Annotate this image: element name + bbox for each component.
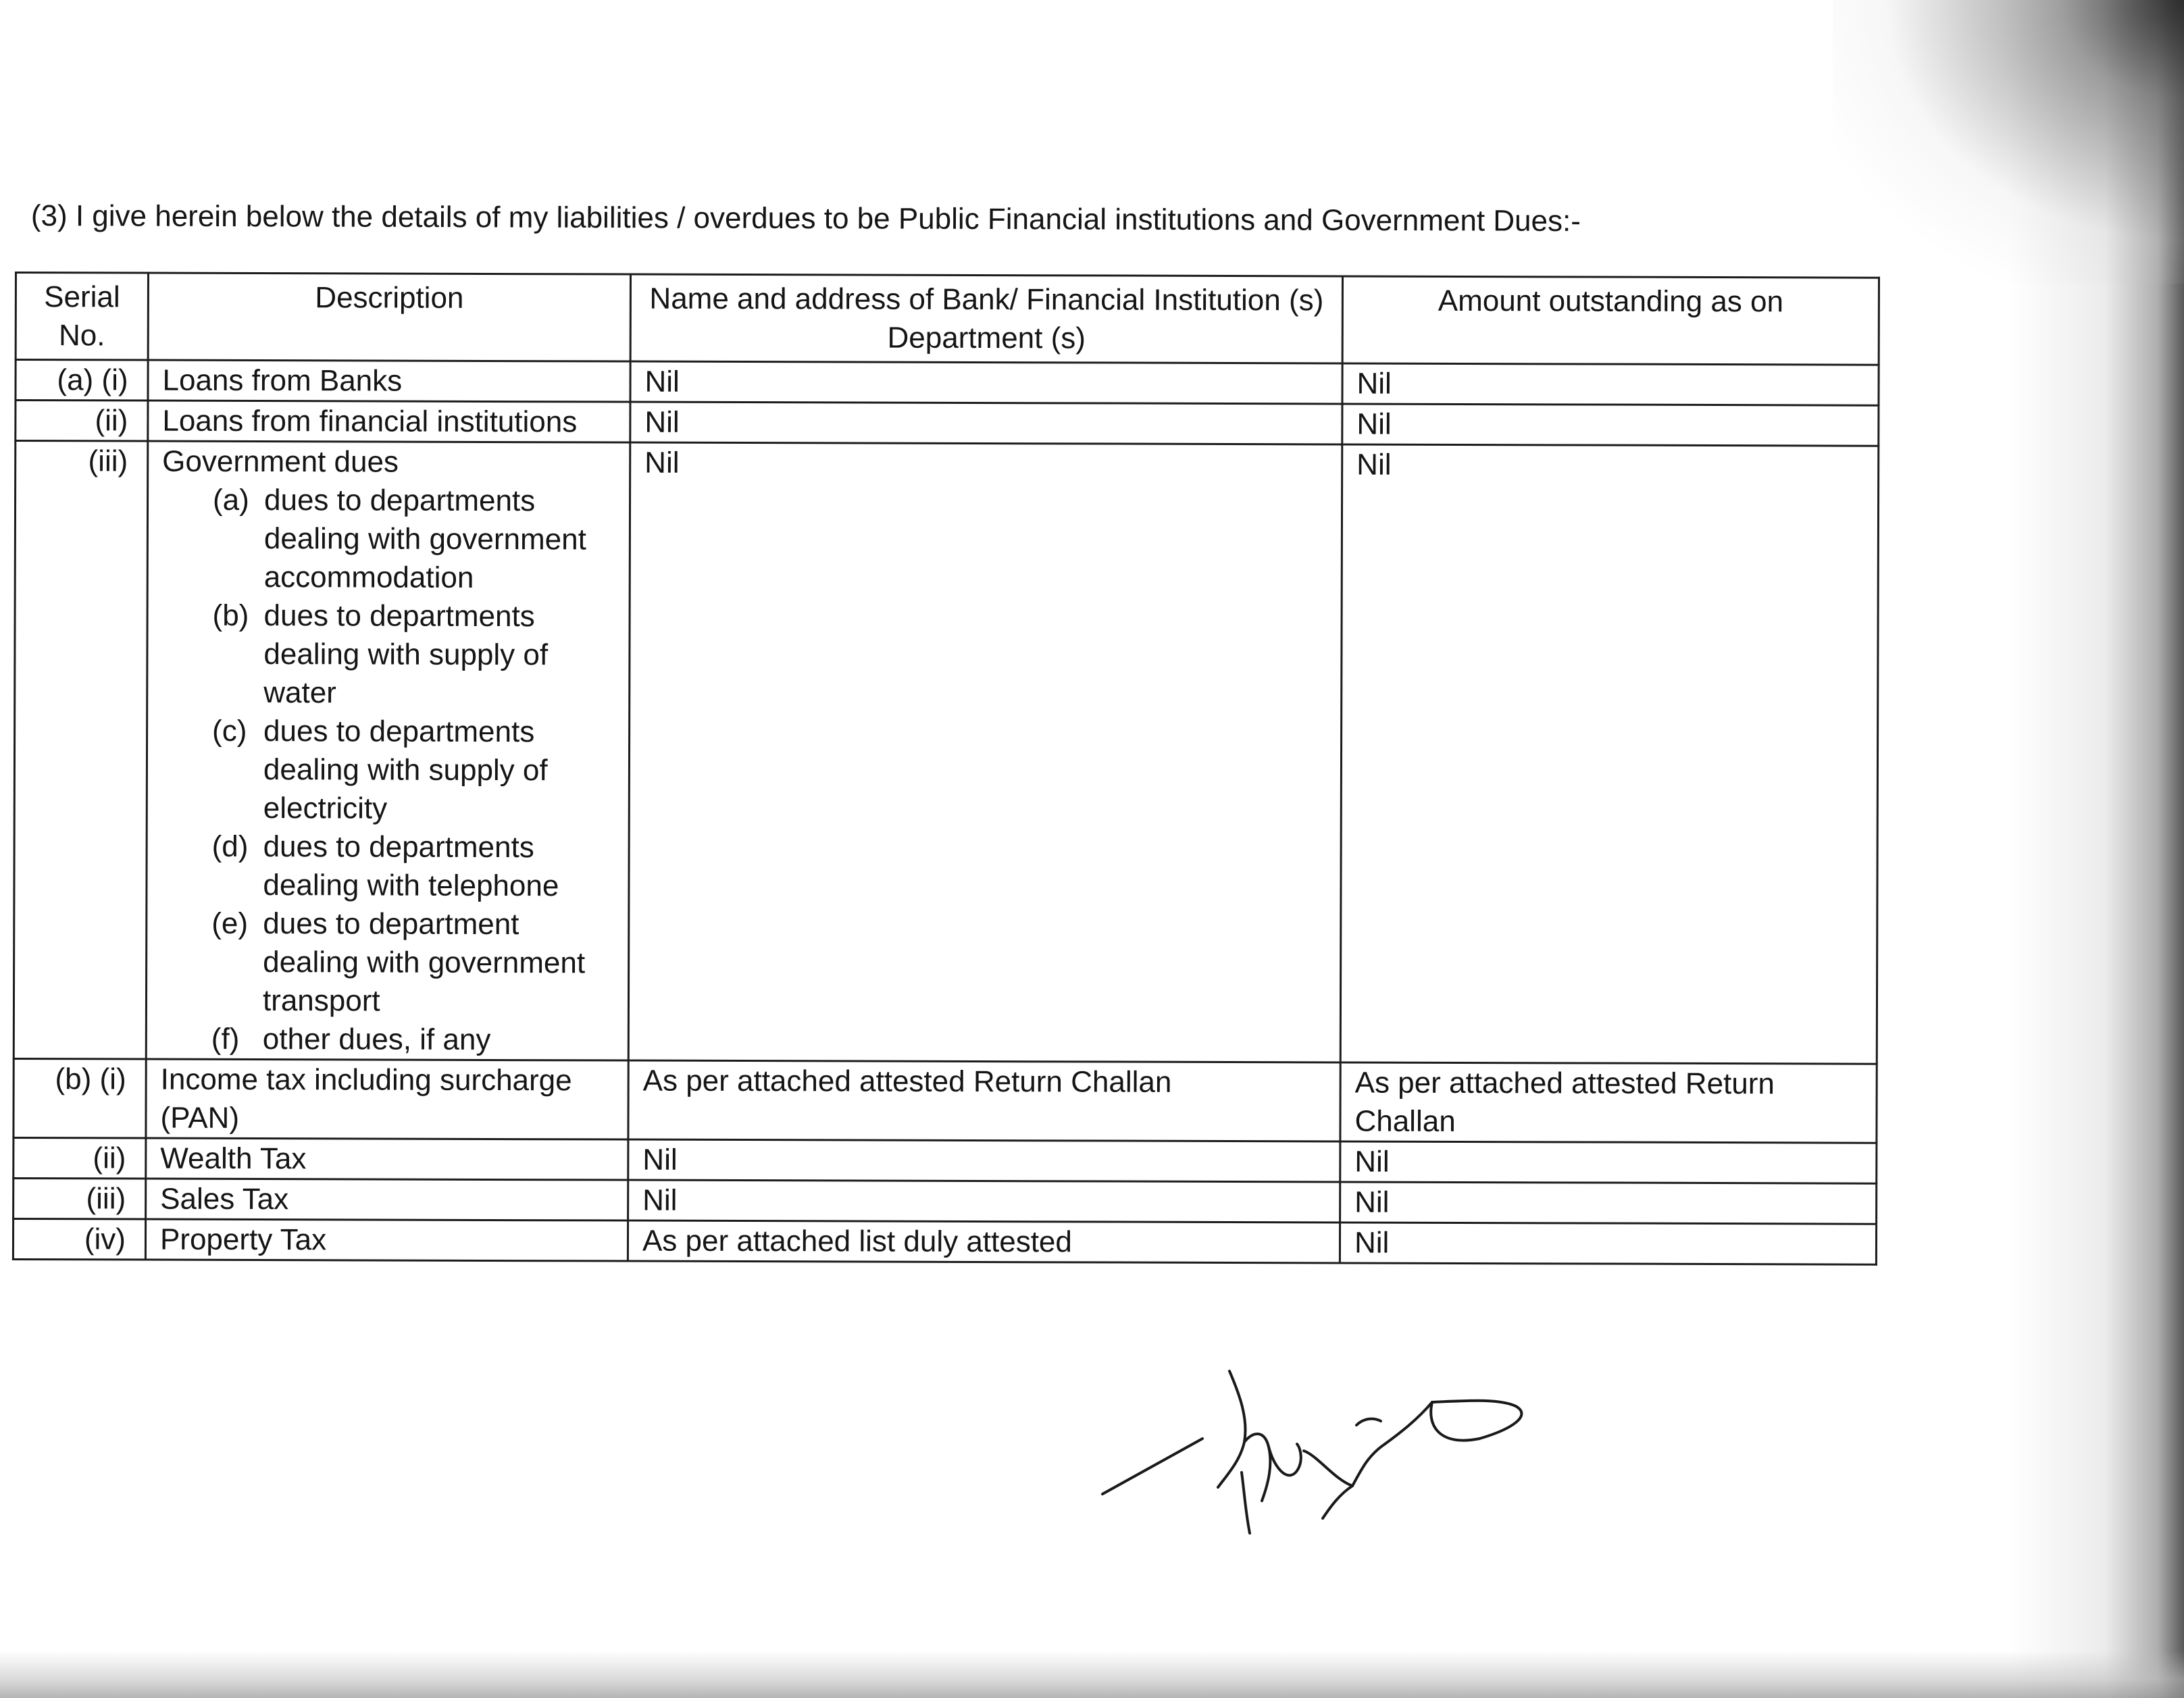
list-item-text: dues to departments dealing with government accommodation xyxy=(263,484,586,594)
list-item xyxy=(162,481,615,598)
serial-cell: (iii) xyxy=(14,441,148,1060)
list-item-text: dues to department dealing with government transport xyxy=(262,907,586,1018)
header-serial: Serial No. xyxy=(16,273,148,361)
table-row xyxy=(13,1218,1876,1264)
amount-cell: Nil xyxy=(1342,404,1879,446)
list-item-marker: (d) xyxy=(211,829,249,863)
serial-cell: (ii) xyxy=(16,401,148,442)
description-cell: Income tax including surcharge (PAN) xyxy=(146,1059,628,1139)
list-item xyxy=(161,1020,614,1060)
list-item xyxy=(161,596,615,713)
amount-cell: Nil xyxy=(1342,363,1879,405)
list-item-marker: (f) xyxy=(211,1022,240,1056)
header-description: Description xyxy=(148,273,630,361)
list-item xyxy=(161,712,615,829)
list-item-marker: (e) xyxy=(211,906,249,940)
amount-cell: Nil xyxy=(1340,1223,1876,1264)
serial-cell: (iv) xyxy=(13,1218,145,1260)
bank-cell: Nil xyxy=(630,361,1342,404)
bank-cell: Nil xyxy=(628,1139,1340,1182)
header-bank: Name and address of Bank/ Financial Institution (s) Department (s) xyxy=(630,274,1342,363)
description-cell: Property Tax xyxy=(145,1219,628,1261)
amount-cell: Nil xyxy=(1340,1141,1877,1183)
description-cell: Sales Tax xyxy=(146,1179,628,1220)
signature-icon xyxy=(1094,1344,1540,1560)
header-amount: Amount outstanding as on xyxy=(1342,276,1879,365)
government-dues-title: Government dues xyxy=(162,444,399,479)
list-item-marker: (c) xyxy=(212,714,247,748)
list-item-text: dues to departments dealing with telephone xyxy=(263,830,559,903)
serial-cell: (b) (i) xyxy=(14,1058,146,1138)
bank-cell: Nil xyxy=(630,402,1342,444)
list-item xyxy=(161,904,614,1021)
table-header-row xyxy=(16,273,1879,365)
serial-cell: (ii) xyxy=(14,1137,146,1179)
scan-bottom-shadow xyxy=(0,1651,2184,1698)
bank-cell: Nil xyxy=(628,1180,1340,1223)
table-row xyxy=(14,441,1879,1064)
table-row xyxy=(16,360,1879,406)
list-item xyxy=(161,827,614,906)
table-row xyxy=(16,401,1879,446)
amount-cell: Nil xyxy=(1340,444,1879,1064)
table-row xyxy=(14,1178,1877,1224)
table-row xyxy=(14,1137,1877,1183)
amount-cell: As per attached attested Return Challan xyxy=(1340,1062,1877,1143)
list-item-text: dues to departments dealing with supply of water xyxy=(263,599,549,710)
list-item-marker: (a) xyxy=(212,483,249,517)
list-item-marker: (b) xyxy=(212,598,249,632)
government-dues-list xyxy=(161,481,615,1060)
description-cell xyxy=(146,441,630,1060)
serial-cell: (iii) xyxy=(14,1178,146,1219)
bank-cell: As per attached attested Return Challan xyxy=(628,1060,1340,1141)
section-heading: (3) I give herein below the details of my liabilities / overdues to be Public Financial institutions and Government Dues:- xyxy=(30,199,1581,238)
table-row xyxy=(14,1058,1877,1143)
bank-cell: As per attached list duly attested xyxy=(628,1220,1340,1263)
list-item-text: other dues, if any xyxy=(262,1023,491,1056)
serial-cell: (a) (i) xyxy=(16,360,148,401)
liabilities-table xyxy=(12,272,1880,1266)
description-cell: Loans from financial institutions xyxy=(148,401,630,442)
description-cell: Wealth Tax xyxy=(146,1138,628,1180)
amount-cell: Nil xyxy=(1340,1182,1877,1224)
description-cell: Loans from Banks xyxy=(148,360,630,402)
list-item-text: dues to departments dealing with supply of electricity xyxy=(263,715,548,825)
bank-cell: Nil xyxy=(628,442,1342,1062)
